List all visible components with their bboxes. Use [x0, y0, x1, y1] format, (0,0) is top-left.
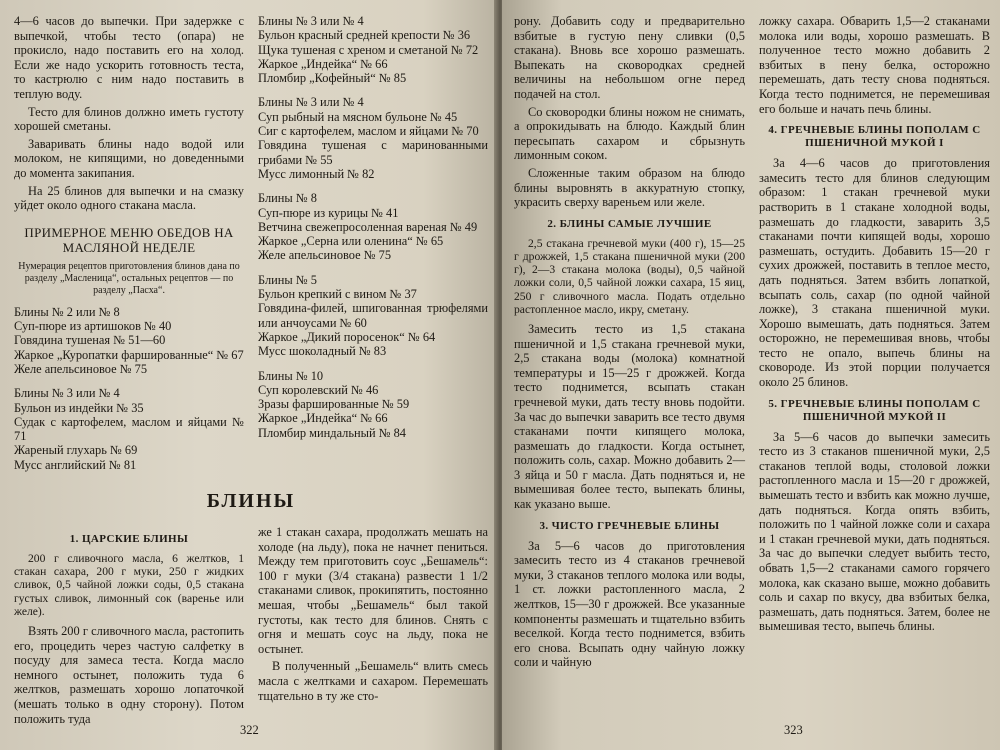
- left-bottom-column-2: [258, 525, 488, 729]
- left-top-columns: [14, 14, 488, 472]
- menu-item: Щука тушеная с хреном и сметаной № 72: [258, 42, 479, 57]
- menu-item: Говядина-филей, шпигованная трюфелями или анчоусами № 60: [258, 301, 488, 330]
- right-column-2: [759, 14, 990, 673]
- paragraph: Сложенные таким образом на блюдо блины выровнять в аккуратную стопку, украсить сверху вареньем или желе.: [514, 165, 745, 210]
- menu-item: Желе апельсиновое № 75: [258, 248, 392, 263]
- menu-group: [258, 191, 488, 262]
- menu-group: [14, 305, 244, 376]
- menu-item: Жаркое „Серна или оленина“ № 65: [258, 234, 444, 249]
- menu-item: Зразы фаршированные № 59: [258, 397, 410, 412]
- menu-item: Мусс английский № 81: [14, 457, 137, 472]
- menu-item: Жаркое „Дикий поросенок“ № 64: [258, 329, 436, 344]
- recipe-title: 1. ЦАРСКИЕ БЛИНЫ: [69, 532, 189, 545]
- paragraph: За 5—6 часов до выпечки замесить тесто из 3 стаканов пшеничной муки, 2,5 стаканов теплой воды, столовой ложки растопленного масла и 15—20 г дрожжей, вымешать тесто и взбить как можно лучше, дать подняться. Когда опять взбить, положить по 1 чайной ложке соли и сахара и 1 стакан гречневой муки, дать подняться. За час до выпечки следует выбить тесто, обвать 1,5—2 стаканами самого горячего молока, как сказано выше, можно добавить соль и сахар по вкусу, два взбитых белка, размешать, дать подняться. Затем, более не вымешивая тесто, выпечь блины.: [759, 429, 990, 634]
- menu-group: [258, 273, 488, 359]
- left-bottom-column-1: [14, 525, 244, 729]
- left-page: [0, 0, 498, 750]
- paragraph: Заваривать блины надо водой или молоком, не кипящими, но доведенными до момента закипания.: [14, 136, 244, 180]
- menu-item: Блины № 5: [258, 272, 317, 287]
- menu-item: Пломбир миндальный № 84: [258, 425, 407, 440]
- paragraph: же 1 стакан сахара, продолжать мешать на холоде (на льду), пока не начнет пениться. Между тем приготовить соус „Бешамель“: 100 г муки (3/4 стакана) развести 1 1/2 стаканами сливок, прокипятить, постоянно мешая, чтобы „Бешамель“ был такой густоты, как тесто для блинов. Снять с огня и мешать соус на льду, пока не остынет.: [258, 524, 488, 656]
- menu-item: Суп рыбный на мясном бульоне № 45: [258, 109, 458, 124]
- right-columns: [514, 14, 990, 673]
- paragraph: Со сковородки блины ножом не снимать, а опрокидывать на блюдо. Каждый блин пересыпать сахаром и сбрызнуть лимонным соком.: [514, 104, 745, 163]
- paragraph: В полученный „Бешамель“ влить смесь масла с желтками и сахаром. Перемешать тщательно в ту же сто-: [258, 659, 488, 703]
- paragraph: За 5—6 часов до приготовления замесить тесто из 4 стаканов гречневой муки, 3 стаканов теплого молока или воды, 1 ст. ложки растопленного масла, 2 желтков, 15—30 г дрожжей. Все указанные компоненты размешать и тщательно взбить веселкой. Когда тесто поднимется, взбить его снова. Всыпать одну чайную ложку соли и чайную: [514, 538, 745, 670]
- section-title: БЛИНЫ: [206, 489, 296, 512]
- menu-item: Суп-пюре из артишоков № 40: [14, 319, 172, 334]
- left-bottom-columns: [14, 525, 488, 729]
- ingredients: 200 г сливочного масла, 6 желтков, 1 стакан сахара, 200 г муки, 250 г жидких сливок, 0,5 чайной ложки соды, 0,5 стакана густых сливок, лимонный сок (варенье или желе).: [14, 551, 244, 618]
- menu-item: Суп-пюре из курицы № 41: [258, 205, 399, 220]
- menu-group: [258, 14, 488, 85]
- menu-item: Бульон красный средней крепости № 36: [258, 28, 471, 43]
- menu-item: Ветчина свежепросоленная вареная № 49: [258, 219, 478, 234]
- menu-item: Блины № 8: [258, 191, 317, 206]
- menu-item: Мусс шоколадный № 83: [258, 344, 387, 359]
- menu-item: Бульон из индейки № 35: [14, 400, 144, 415]
- menu-item: Желе апельсиновое № 75: [14, 361, 148, 376]
- menu-item: Жаркое „Индейка“ № 66: [258, 56, 388, 71]
- menu-group: [258, 95, 488, 181]
- menu-item: Сиг с картофелем, маслом и яйцами № 70: [258, 124, 479, 139]
- right-column-1: [514, 14, 745, 673]
- menu-item: Жаркое „Индейка“ № 66: [258, 411, 388, 426]
- menu-item: Блины № 3 или № 4: [258, 14, 364, 28]
- paragraph: 4—6 часов до выпечки. При задержке с выпечкой, чтобы тесто (опара) не прокисло, надо поставить его на холод. Если же надо ускорить готовность теста, то кастрюлю с ним надо поставить в теплую воду.: [14, 14, 244, 101]
- menu-item: Жареный глухарь № 69: [14, 443, 138, 458]
- recipe-title: 3. ЧИСТО ГРЕЧНЕВЫЕ БЛИНЫ: [539, 519, 720, 532]
- paragraph: Взять 200 г сливочного масла, растопить его, процедить через частую салфетку в посуду для замеса теста. Когда масло немного остынет, положить туда 6 желтков, размешать хорошо лопаточкой (мешать только в одну сторону). Потом положить туда: [14, 624, 244, 726]
- menu-group: [14, 386, 244, 472]
- menu-heading: ПРИМЕРНОЕ МЕНЮ ОБЕДОВ НА МАСЛЯНОЙ НЕДЕЛЕ: [24, 224, 234, 255]
- recipe-title: 2. БЛИНЫ САМЫЕ ЛУЧШИЕ: [547, 217, 712, 230]
- menu-item: Говядина тушеная № 51—60: [14, 333, 166, 348]
- menu-item: Бульон крепкий с вином № 37: [258, 287, 417, 302]
- menu-item: Блины № 10: [258, 368, 324, 383]
- paragraph: За 4—6 часов до приготовления замесить тесто для блинов следующим образом: 1 стакан гречневой муки растворить в 1 стакане холодной воды, размешать до гладкости, заварить 3,5 стаканами почти кипящей воды, хорошо размешать, остудить. Добавить 15—20 г сухих дрожжей, поставить в теплое место, дать подняться. Затем взбить лопаткой, всыпать соль, сахар (по одной чайной ложке), 3 стакана пшеничной муки. Хорошо вымешать, дать подняться. Затем осторожно, не перемешивая вновь, чтобы тесто не опало, выпечь блины на сковороде. Из этой порции получается около 25 блинов.: [759, 156, 990, 390]
- recipe-title: 4. ГРЕЧНЕВЫЕ БЛИНЫ ПОПОЛАМ С ПШЕНИЧНОЙ МУКОЙ I: [768, 124, 981, 150]
- paragraph: Замесить тесто из 1,5 стакана пшеничной и 1,5 стакана гречневой муки, 2,5 стакана воды (молока) комнатной температуры и 15—25 г дрожжей. Когда тесто поднимется, всыпать стакан гречневой муки, дать тесту вновь подойти. За час до выпечки заварить все тесто двумя стаканами почти кипящего молока, размешать до гладкости. Когда остынет, положить соль, сахар. Можно добавить 2—3 яйца и 50 г масла. Дать подняться и, не вымешивая более тесто, выпекать блины, как указано выше.: [514, 321, 745, 512]
- ingredients: 2,5 стакана гречневой муки (400 г), 15—25 г дрожжей, 1,5 стакана пшеничной муки (200 г), 2—3 стакана молока (воды), 0,5 чайной ложки соли, 0,5 чайной ложки сахара, 15 яиц, 250 г сливочного масла. Подать отдельно растопленное масло, икру, сметану.: [514, 236, 745, 316]
- menu-item: Блины № 3 или № 4: [14, 386, 120, 401]
- menu-group: [258, 369, 488, 440]
- paragraph: Тесто для блинов должно иметь густоту хорошей сметаны.: [14, 104, 244, 134]
- menu-item: Мусс лимонный № 82: [258, 166, 375, 181]
- menu-item: Блины № 3 или № 4: [258, 95, 364, 110]
- paragraph: рону. Добавить соду и предварительно взбитые в густую пену сливки (0,5 стакана). Вновь все хорошо размешать. Выпекать на сковородках средней величины на небольшом огне перед подачей на стол.: [514, 14, 745, 101]
- page-number: 322: [240, 723, 259, 737]
- page-number: 323: [784, 723, 803, 737]
- left-column-1: [14, 14, 244, 472]
- menu-item: Суп королевский № 46: [258, 382, 379, 397]
- menu-note: Нумерация рецептов приготовления блинов дана по разделу „Масленица“, остальных рецептов — по разделу „Пасха“.: [18, 260, 240, 296]
- recipe-title: 5. ГРЕЧНЕВЫЕ БЛИНЫ ПОПОЛАМ С ПШЕНИЧНОЙ МУКОЙ II: [768, 397, 981, 423]
- menu-item: Блины № 2 или № 8: [14, 304, 120, 319]
- paragraph: ложку сахара. Обварить 1,5—2 стаканами молока или воды, хорошо размешать. В полученное тесто можно добавить 2 взбитых в пену белка, осторожно перемешать, дать тесту снова подняться. Когда тесто поднимется, не перемешивая его больше и начать печь блины.: [759, 14, 990, 116]
- right-page: [502, 0, 1000, 750]
- menu-item: Судак с картофелем, маслом и яйцами № 71: [14, 414, 244, 444]
- menu-item: Пломбир „Кофейный“ № 85: [258, 71, 407, 86]
- paragraph: На 25 блинов для выпечки и на смазку уйдет около одного стакана масла.: [14, 183, 244, 213]
- left-column-2: [258, 14, 488, 472]
- menu-item: Жаркое „Куропатки фаршированные“ № 67: [14, 347, 244, 362]
- menu-item: Говядина тушеная с маринованными грибами № 55: [258, 138, 488, 167]
